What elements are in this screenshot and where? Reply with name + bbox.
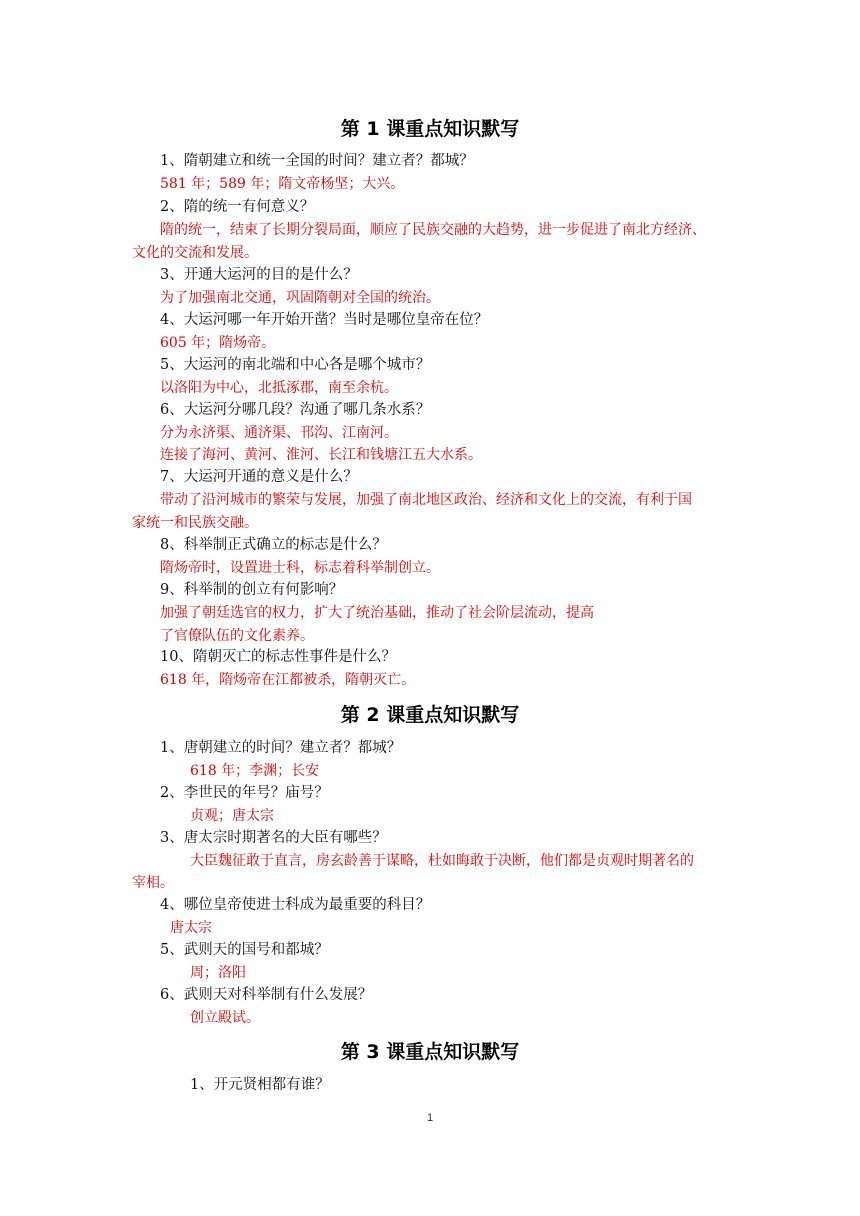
lesson1-question-10: 10、隋朝灭亡的标志性事件是什么？	[160, 649, 396, 665]
lesson1-answer-1: 581 年；589 年；隋文帝杨坚；大兴。	[160, 176, 405, 192]
lesson1-answer-8: 隋炀帝时，设置进士科，标志着科举制创立。	[160, 560, 440, 576]
lesson2-question-5: 5、武则天的国号和都城？	[160, 942, 329, 958]
page-number: 1	[426, 1112, 434, 1124]
lesson3-question-1: 1、开元贤相都有谁？	[190, 1077, 330, 1093]
lesson1-question-5: 5、大运河的南北端和中心各是哪个城市？	[160, 357, 431, 373]
lesson2-question-4: 4、哪位皇帝使进士科成为最重要的科目？	[160, 897, 431, 913]
lesson1-answer-2-line1: 隋的统一，结束了长期分裂局面，顺应了民族交融的大趋势，进一步促进了南北方经济、	[160, 222, 706, 238]
lesson2-question-1: 1、唐朝建立的时间？建立者？都城？	[160, 740, 402, 756]
lesson1-answer-9-line1: 加强了朝廷选官的权力，扩大了统治基础，推动了社会阶层流动，提高	[160, 605, 594, 621]
lesson1-answer-6-line1: 分为永济渠、通济渠、邗沟、江南河。	[160, 425, 398, 441]
lesson2-title: 第 2 课重点知识默写	[340, 704, 520, 726]
lesson2-answer-6: 创立殿试。	[190, 1010, 260, 1026]
lesson2-question-2: 2、李世民的年号？庙号？	[160, 785, 329, 801]
lesson2-question-6: 6、武则天对科举制有什么发展？	[160, 987, 373, 1003]
lesson1-answer-2-line2: 文化的交流和发展。	[132, 245, 258, 261]
lesson1-question-9: 9、科举制的创立有何影响？	[160, 582, 344, 598]
lesson1-question-1: 1、隋朝建立和统一全国的时间？建立者？都城？	[160, 153, 474, 169]
lesson2-answer-3-line2: 宰相。	[132, 875, 174, 891]
lesson1-title: 第 1 课重点知识默写	[340, 118, 520, 140]
lesson1-question-6: 6、大运河分哪几段？沟通了哪几条水系？	[160, 402, 431, 418]
lesson1-question-3: 3、开通大运河的目的是什么？	[160, 267, 358, 283]
lesson2-answer-5: 周；洛阳	[190, 965, 246, 981]
lesson2-answer-3-line1: 大臣魏征敢于直言，房玄龄善于谋略，杜如晦敢于决断，他们都是贞观时期著名的	[190, 853, 694, 869]
lesson1-answer-9-line2: 了官僚队伍的文化素养。	[160, 628, 314, 644]
lesson2-answer-2: 贞观；唐太宗	[190, 808, 274, 824]
lesson3-title: 第 3 课重点知识默写	[340, 1041, 520, 1063]
lesson1-answer-3: 为了加强南北交通，巩固隋朝对全国的统治。	[160, 290, 440, 306]
lesson2-answer-1: 618 年；李渊；长安	[190, 763, 320, 779]
lesson2-question-3: 3、唐太宗时期著名的大臣有哪些？	[160, 830, 387, 846]
lesson1-question-4: 4、大运河哪一年开始开凿？当时是哪位皇帝在位？	[160, 312, 489, 328]
lesson1-answer-7-line1: 带动了沿河城市的繁荣与发展，加强了南北地区政治、经济和文化上的交流，有利于国	[160, 492, 692, 508]
lesson1-question-8: 8、科举制正式确立的标志是什么？	[160, 537, 387, 553]
lesson1-answer-4: 605 年；隋炀帝。	[160, 335, 276, 351]
lesson1-question-7: 7、大运河开通的意义是什么？	[160, 469, 358, 485]
lesson1-answer-7-line2: 家统一和民族交融。	[132, 515, 258, 531]
lesson1-question-2: 2、隋的统一有何意义？	[160, 199, 315, 215]
lesson2-answer-4: 唐太宗	[170, 920, 212, 936]
lesson1-answer-5: 以洛阳为中心，北抵涿郡，南至余杭。	[160, 380, 398, 396]
lesson1-answer-6-line2: 连接了海河、黄河、淮河、长江和钱塘江五大水系。	[160, 447, 482, 463]
lesson1-answer-10: 618 年，隋炀帝在江都被杀，隋朝灭亡。	[160, 672, 416, 688]
